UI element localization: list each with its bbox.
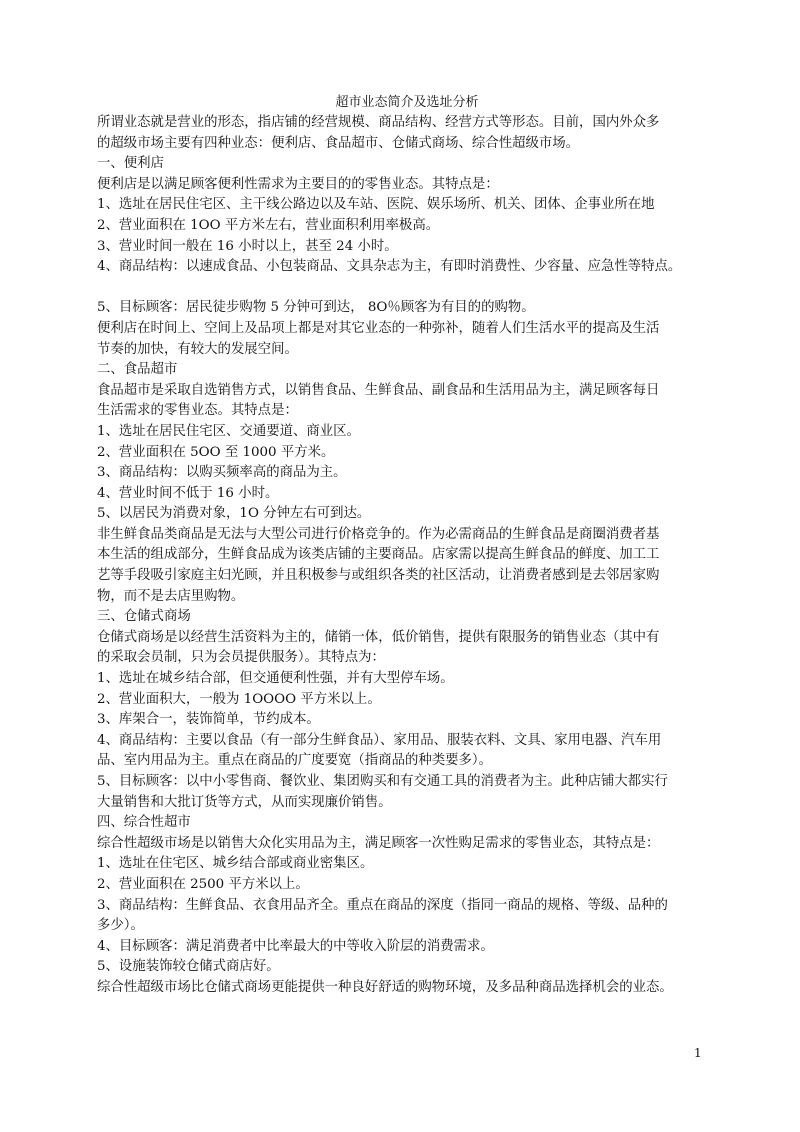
text-line: 物，而不是去店里购物。 bbox=[97, 588, 245, 604]
text-line: 2、营业面积在 5OO 至 1000 平方米。 bbox=[97, 444, 335, 460]
text-line: 品、室内用品为主。重点在商品的广度要宽（指商品的种类要多）。 bbox=[97, 753, 493, 769]
text-line: 5、设施装饰较仓储式商店好。 bbox=[97, 959, 280, 975]
text-line: 2、营业面积大，一般为 1OOOO 平方米以上。 bbox=[97, 691, 381, 707]
text-line: 4、商品结构：以速成食品、小包装商品、文具杂志为主，有即时消费性、少容量、应急性等特点。 bbox=[97, 259, 682, 275]
text-line: 1、选址在住宅区、城乡结合部或商业密集区。 bbox=[97, 856, 374, 872]
text-line: 4、营业时间不低于 16 小时。 bbox=[97, 485, 279, 501]
text-line: 本生活的组成部分，生鲜食品成为该类店铺的主要商品。店家需以提高生鲜食品的鲜度、加工工 bbox=[97, 547, 660, 563]
text-line: 生活需求的零售业态。其特点是： bbox=[97, 403, 298, 419]
text-line: 食品超市是采取自选销售方式，以销售食品、生鲜食品、副食品和生活用品为主，满足顾客每日 bbox=[97, 382, 660, 398]
blank-line bbox=[97, 278, 717, 299]
document-title: 超市业态简介及选址分析 bbox=[335, 95, 479, 110]
text-line: 1、选址在居民住宅区、交通要道、商业区。 bbox=[97, 423, 360, 439]
text-line: 3、商品结构：生鲜食品、衣食用品齐全。重点在商品的深度（指同一商品的规格、等级、品种的 bbox=[97, 897, 668, 913]
text-line: 二、食品超市 bbox=[97, 362, 178, 378]
text-line: 的采取会员制，只为会员提供服务）。其特点为： bbox=[97, 650, 385, 666]
text-line: 一、便利店 bbox=[97, 156, 164, 172]
text-line: 四、综合性超市 bbox=[97, 815, 191, 831]
text-line: 5、目标顾客：以中小零售商、餐饮业、集团购买和有交通工具的消费者为主。此种店铺大都实行 bbox=[97, 774, 668, 789]
text-line: 3、营业时间一般在 16 小时以上，甚至 24 小时。 bbox=[97, 238, 398, 254]
text-line: 1、选址在居民住宅区、主干线公路边以及车站、医院、娱乐场所、机关、团体、企事业所在地 bbox=[97, 197, 655, 213]
text-line: 5、以居民为消费对象，1O 分钟左右可到达。 bbox=[97, 506, 371, 522]
text-line: 便利店是以满足顾客便利性需求为主要目的的零售业态。其特点是： bbox=[97, 176, 499, 192]
text-line: 所谓业态就是营业的形态，指店铺的经营规模、商品结构、经营方式等形态。目前，国内外众多 bbox=[97, 115, 660, 130]
text-line: 4、目标顾客：满足消费者中比率最大的中等收入阶层的消费需求。 bbox=[97, 938, 494, 954]
text-line: 节奏的加快，有较大的发展空间。 bbox=[97, 341, 298, 357]
text-line: 艺等手段吸引家庭主妇光顾，并且积极参与或组织各类的社区活动，让消费者感到是去邻居家购 bbox=[97, 568, 660, 584]
text-line: 5、目标顾客：居民徒步购物 5 分钟可到达， 8O％顾客为有目的的购物。 bbox=[97, 300, 535, 316]
text-line: 3、商品结构：以购买频率高的商品为主。 bbox=[97, 465, 347, 481]
text-line: 综合性超级市场比仓储式商场更能提供一种良好舒适的购物环境，及多品种商品选择机会的业态。 bbox=[97, 979, 673, 995]
text-line: 仓储式商场是以经营生活资料为主的，储销一体，低价销售，提供有限服务的销售业态（其中有 bbox=[97, 629, 660, 645]
text-line: 的超级市场主要有四种业态：便利店、食品超市、仓储式商场、综合性超级市场。 bbox=[97, 135, 580, 151]
text-line: 便利店在时间上、空间上及品项上都是对其它业态的一种弥补，随着人们生活水平的提高及生活 bbox=[97, 320, 660, 336]
text-line: 2、营业面积在 1OO 平方米左右，营业面积利用率极高。 bbox=[97, 217, 440, 233]
text-line: 大量销售和大批订货等方式，从而实现廉价销售。 bbox=[97, 794, 392, 810]
text-line: 1、选址在城乡结合部，但交通便利性强，并有大型停车场。 bbox=[97, 671, 454, 687]
text-line: 非生鲜食品类商品是无法与大型公司进行价格竞争的。作为必需商品的生鲜食品是商圈消费者基 bbox=[97, 526, 660, 542]
text-line: 2、营业面积在 2500 平方米以上。 bbox=[97, 876, 309, 892]
document-page bbox=[97, 93, 717, 999]
text-line: 多少）。 bbox=[97, 918, 144, 934]
text-line: 三、仓储式商场 bbox=[97, 609, 191, 625]
page-number: 1 bbox=[694, 1046, 702, 1060]
text-line: 3、库架合一，装饰简单，节约成本。 bbox=[97, 712, 320, 728]
document-body bbox=[97, 113, 717, 999]
text-line: 综合性超级市场是以销售大众化实用品为主，满足顾客一次性购足需求的零售业态，其特点是： bbox=[97, 835, 660, 851]
text-line: 4、商品结构：主要以食品（有一部分生鲜食品）、家用品、服装衣料、文具、家用电器、汽车用 bbox=[97, 732, 662, 748]
